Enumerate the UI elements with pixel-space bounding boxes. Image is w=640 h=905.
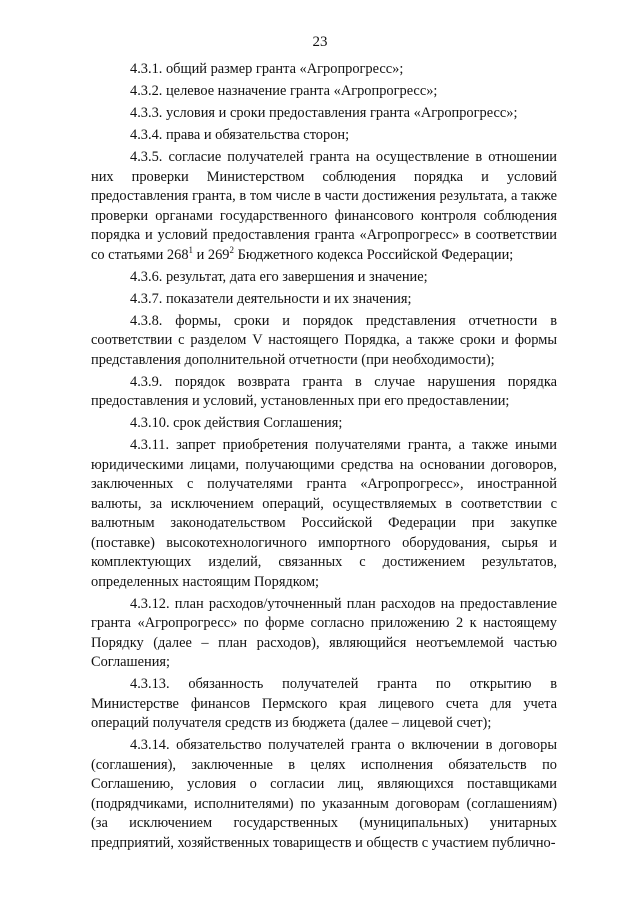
- superscript-1: 1: [188, 244, 194, 255]
- paragraph-4-3-6: 4.3.6. результат, дата его завершения и значение;: [130, 268, 428, 285]
- paragraph-4-3-4: 4.3.4. права и обязательства сторон;: [130, 127, 350, 143]
- paragraph-4-3-11: 4.3.11. запрет приобретения получателями гранта, а также иными юридическими лицами, получающими средства на основании договоров, заключенных с получателями гранта «Агропрогресс», иностранной валюты, за исключением операций, осуществляемых в соответствии с валютным законодательством Российской Федерации при закупке (поставке) высокотехнологичного импортного оборудования, сырья и комплектующих изделий, связанных с достижением результатов, определенных настоящим Порядком;: [91, 437, 557, 590]
- paragraph-4-3-12: 4.3.12. план расходов/уточненный план расходов на предоставление гранта «Агропрогресс» по форме согласно приложению 2 к настоящему Порядку (далее – план расходов), являющийся неотъемлемой частью Соглашения;: [91, 595, 557, 670]
- paragraph-4-3-5-text-start: 4.3.5. согласие получателей гранта на осуществление в отношении них проверки Министерством соблюдения порядка и условий предоставления гранта, в том числе в части достижения результата, а также проверки органами государственного финансового контроля соблюдения порядка и условий предоставления гранта «Агропрогресс» в соответствии со статьями 268: [91, 149, 557, 263]
- paragraph-4-3-7: 4.3.7. показатели деятельности и их значения;: [130, 290, 412, 307]
- superscript-2: 2: [229, 244, 234, 255]
- paragraph-4-3-10: 4.3.10. срок действия Соглашения;: [130, 415, 343, 431]
- paragraph-4-3-5: [91, 148, 557, 265]
- paragraph-4-3-3: 4.3.3. условия и сроки предоставления гранта «Агропрогресс»;: [130, 105, 518, 121]
- paragraph-4-3-13: 4.3.13. обязанность получателей гранта по открытию в Министерстве финансов Пермского края лицевого счета для учета операций получателя средств из бюджета (далее – лицевой счет);: [91, 676, 557, 731]
- paragraph-4-3-5-text-middle: и 269: [193, 246, 230, 263]
- paragraph-4-3-8: 4.3.8. формы, сроки и порядок представления отчетности в соответствии с разделом V настоящего Порядка, а также сроки и формы представления дополнительной отчетности (при необходимости);: [91, 312, 557, 368]
- page-number: 23: [312, 34, 328, 50]
- paragraph-4-3-14: 4.3.14. обязательство получателей гранта о включении в договоры (соглашения), заключенные в целях исполнения обязательств по Соглашению, условия о согласии лиц, являющихся поставщиками (подрядчиками, исполнителями) по указанным договорам (соглашениям) (за исключением государственных (муниципальных) унитарных предприятий, хозяйственных товариществ и обществ с участием публично-: [91, 737, 557, 851]
- paragraph-4-3-2: 4.3.2. целевое назначение гранта «Агропрогресс»;: [130, 83, 438, 99]
- paragraph-4-3-9: 4.3.9. порядок возврата гранта в случае нарушения порядка предоставления и условий, установленных при его предоставлении;: [91, 373, 557, 409]
- paragraph-4-3-1: 4.3.1. общий размер гранта «Агропрогресс»;: [130, 61, 404, 77]
- paragraph-4-3-5-text-end: Бюджетного кодекса Российской Федерации;: [234, 246, 514, 263]
- document-body: [91, 60, 557, 853]
